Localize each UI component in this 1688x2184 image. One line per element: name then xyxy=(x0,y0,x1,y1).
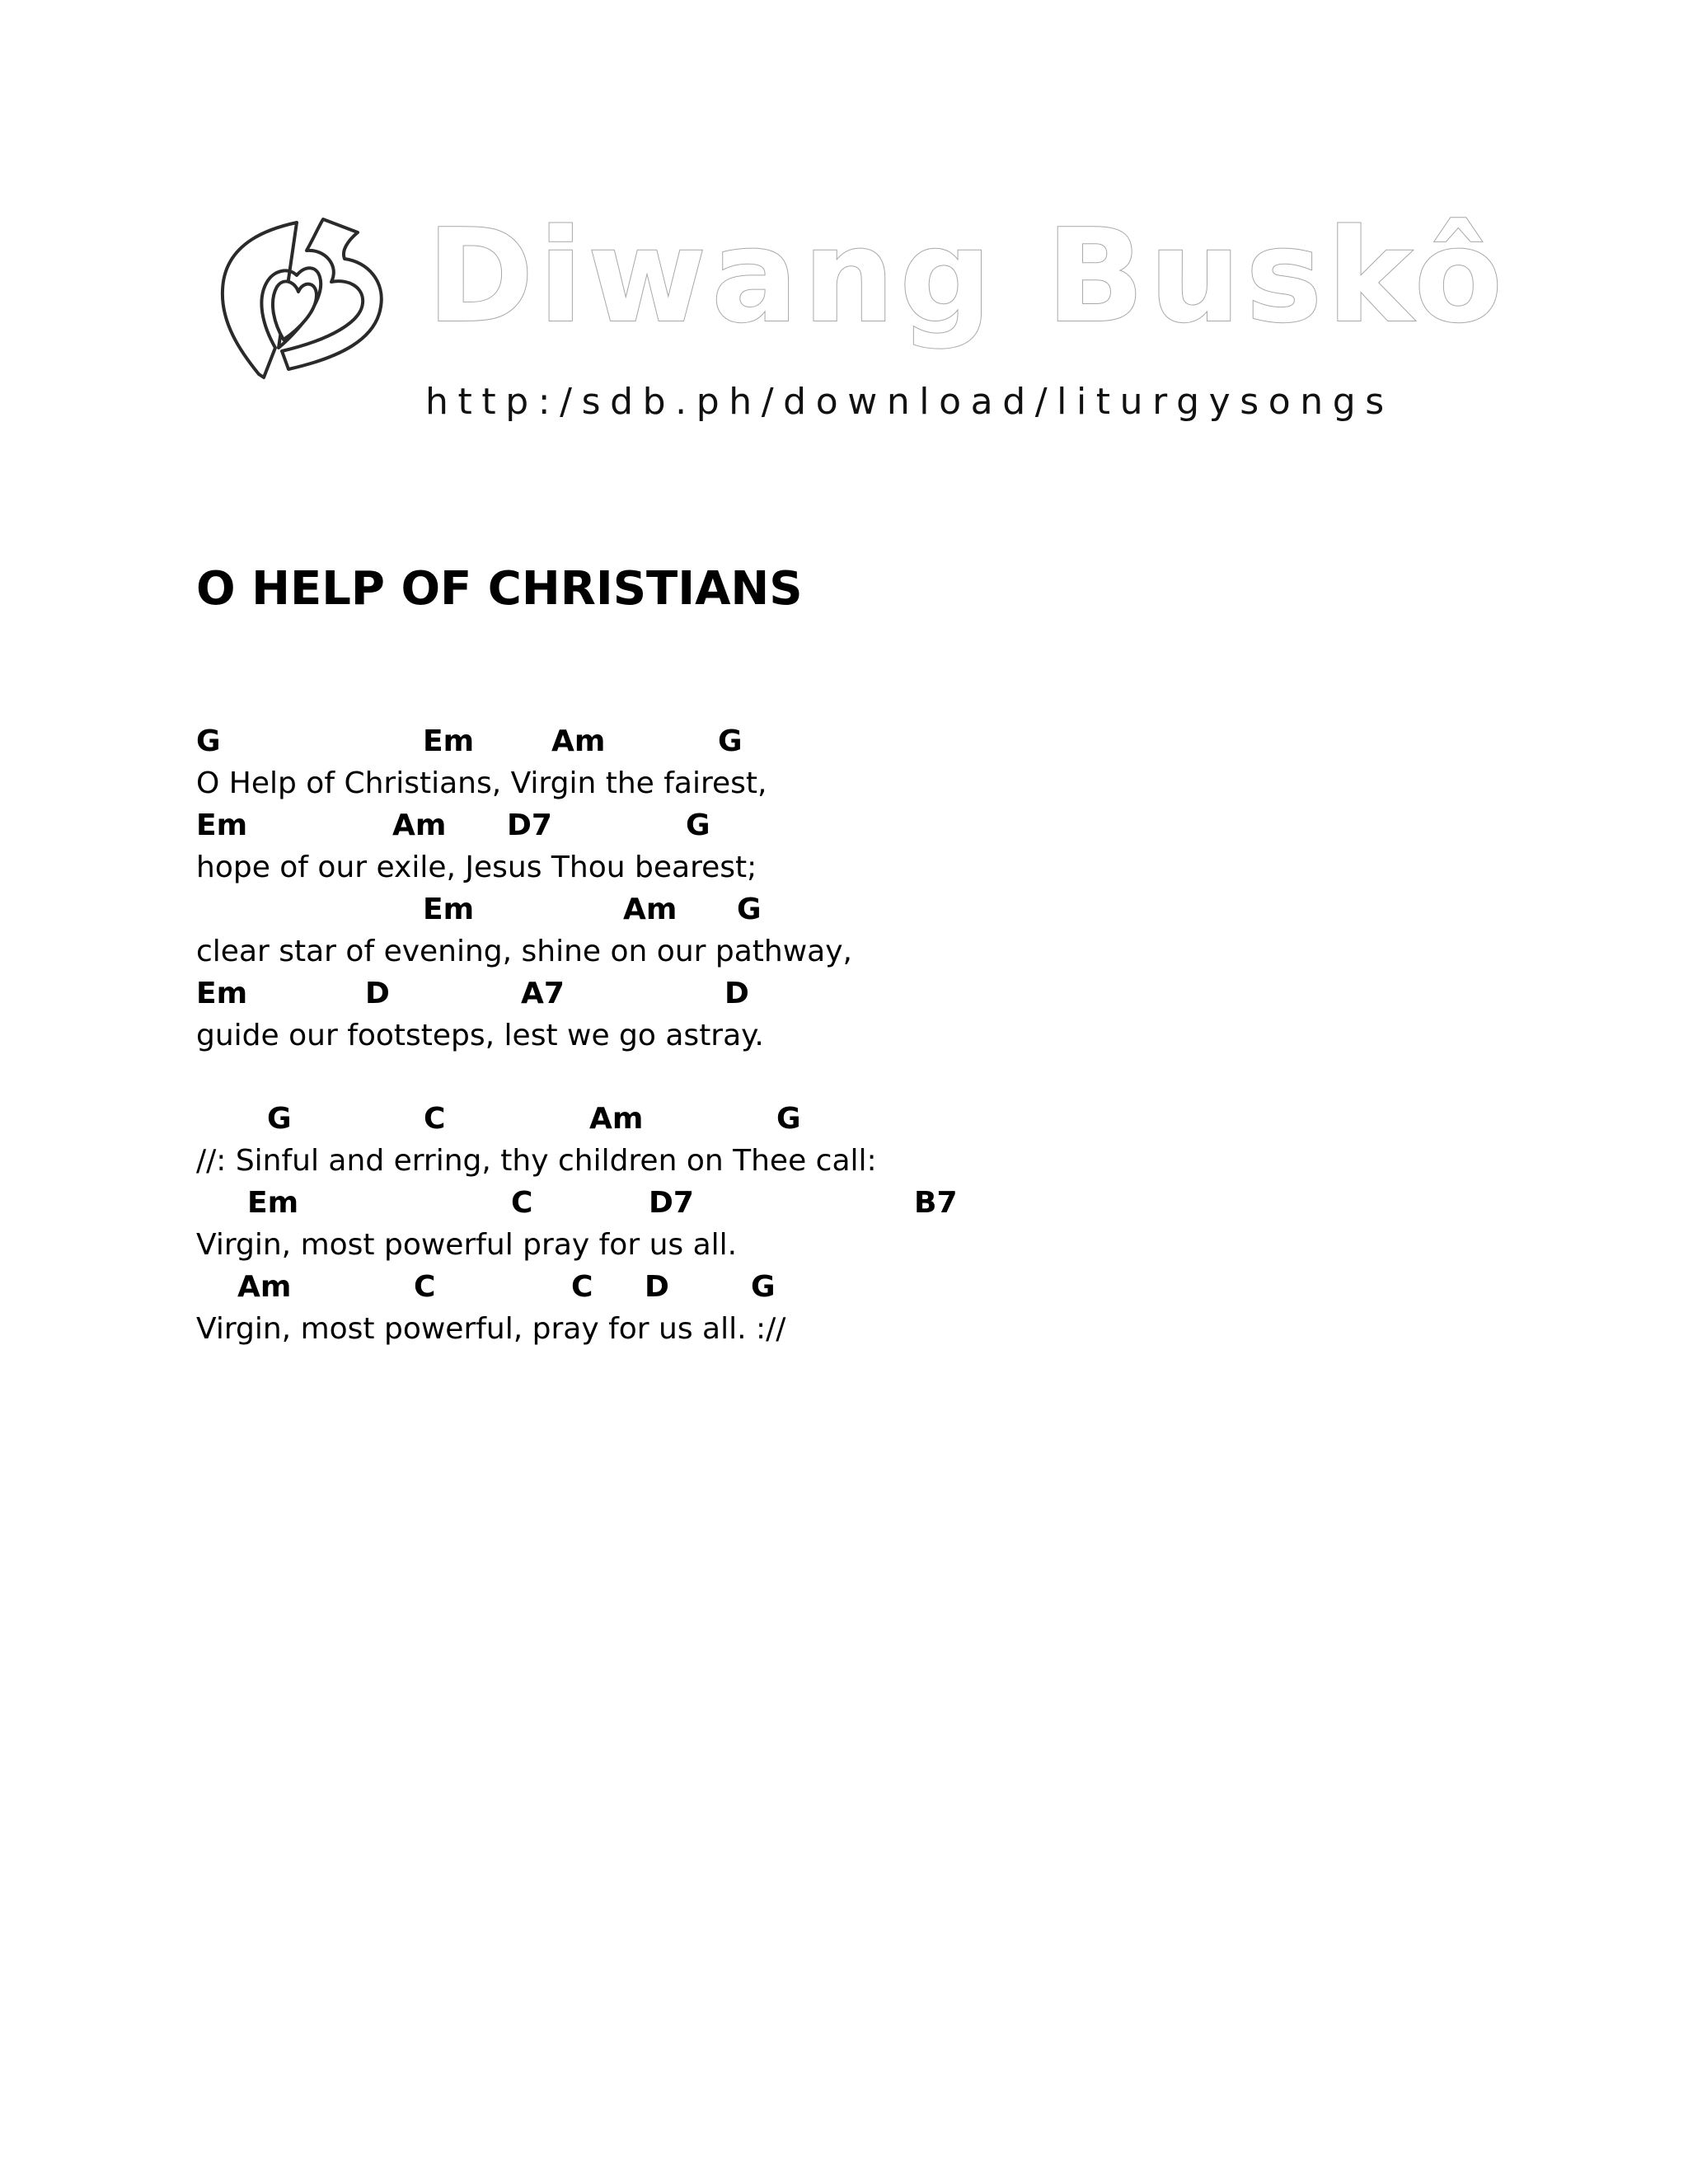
chord-line xyxy=(196,804,1515,846)
chord: D xyxy=(724,977,749,1010)
refrain-stanza xyxy=(196,1098,1515,1350)
lyric-line: O Help of Christians, Virgin the fairest, xyxy=(196,766,767,800)
chord-line xyxy=(196,888,1515,930)
chord: D7 xyxy=(507,808,552,842)
chord: D7 xyxy=(649,1186,694,1220)
chord: C xyxy=(414,1270,436,1304)
chord: C xyxy=(424,1102,446,1136)
chord: D xyxy=(365,977,390,1010)
lyric-line: //: Sinful and erring, thy children on Thee call: xyxy=(196,1144,877,1178)
lyric-line: clear star of evening, shine on our pathway, xyxy=(196,935,852,968)
heart-logo-icon xyxy=(216,216,389,381)
chord: Em xyxy=(423,724,475,758)
chord: B7 xyxy=(914,1186,958,1220)
chord-line xyxy=(196,972,1515,1015)
chord: G xyxy=(751,1270,776,1304)
song-title: O HELP OF CHRISTIANS xyxy=(196,562,803,616)
lyric-line: Virgin, most powerful pray for us all. xyxy=(196,1228,738,1262)
chord: Em xyxy=(196,808,248,842)
chord-line xyxy=(196,1266,1515,1308)
chord: C xyxy=(511,1186,533,1220)
chord: G xyxy=(686,808,710,842)
chord-line xyxy=(196,1098,1515,1140)
lyric-line: Virgin, most powerful, pray for us all. :// xyxy=(196,1312,786,1346)
lyric-line: guide our footsteps, lest we go astray. xyxy=(196,1019,764,1052)
chord: G xyxy=(267,1102,292,1136)
chord: G xyxy=(737,893,762,926)
brand-url: http:/sdb.ph/download/liturgysongs xyxy=(425,381,1394,423)
chord: Am xyxy=(623,893,678,926)
chord: Am xyxy=(589,1102,644,1136)
header xyxy=(0,0,1688,494)
chord: Am xyxy=(237,1270,292,1304)
chord-line xyxy=(196,1182,1515,1224)
verse-stanza xyxy=(196,720,1515,1057)
chord: G xyxy=(718,724,743,758)
chord: Am xyxy=(392,808,447,842)
chord: C xyxy=(571,1270,593,1304)
lyric-line: hope of our exile, Jesus Thou bearest; xyxy=(196,851,757,884)
chord: Em xyxy=(247,1186,299,1220)
chord: A7 xyxy=(521,977,565,1010)
chord: Em xyxy=(423,893,475,926)
chord: Em xyxy=(196,977,248,1010)
brand-name: Diwang Buskô xyxy=(427,201,1507,351)
chord: D xyxy=(645,1270,669,1304)
song-body xyxy=(196,720,1515,1350)
song xyxy=(196,552,1515,1350)
chord: Am xyxy=(551,724,606,758)
chord-line xyxy=(196,720,1515,762)
chord: G xyxy=(196,724,221,758)
chord: G xyxy=(776,1102,801,1136)
